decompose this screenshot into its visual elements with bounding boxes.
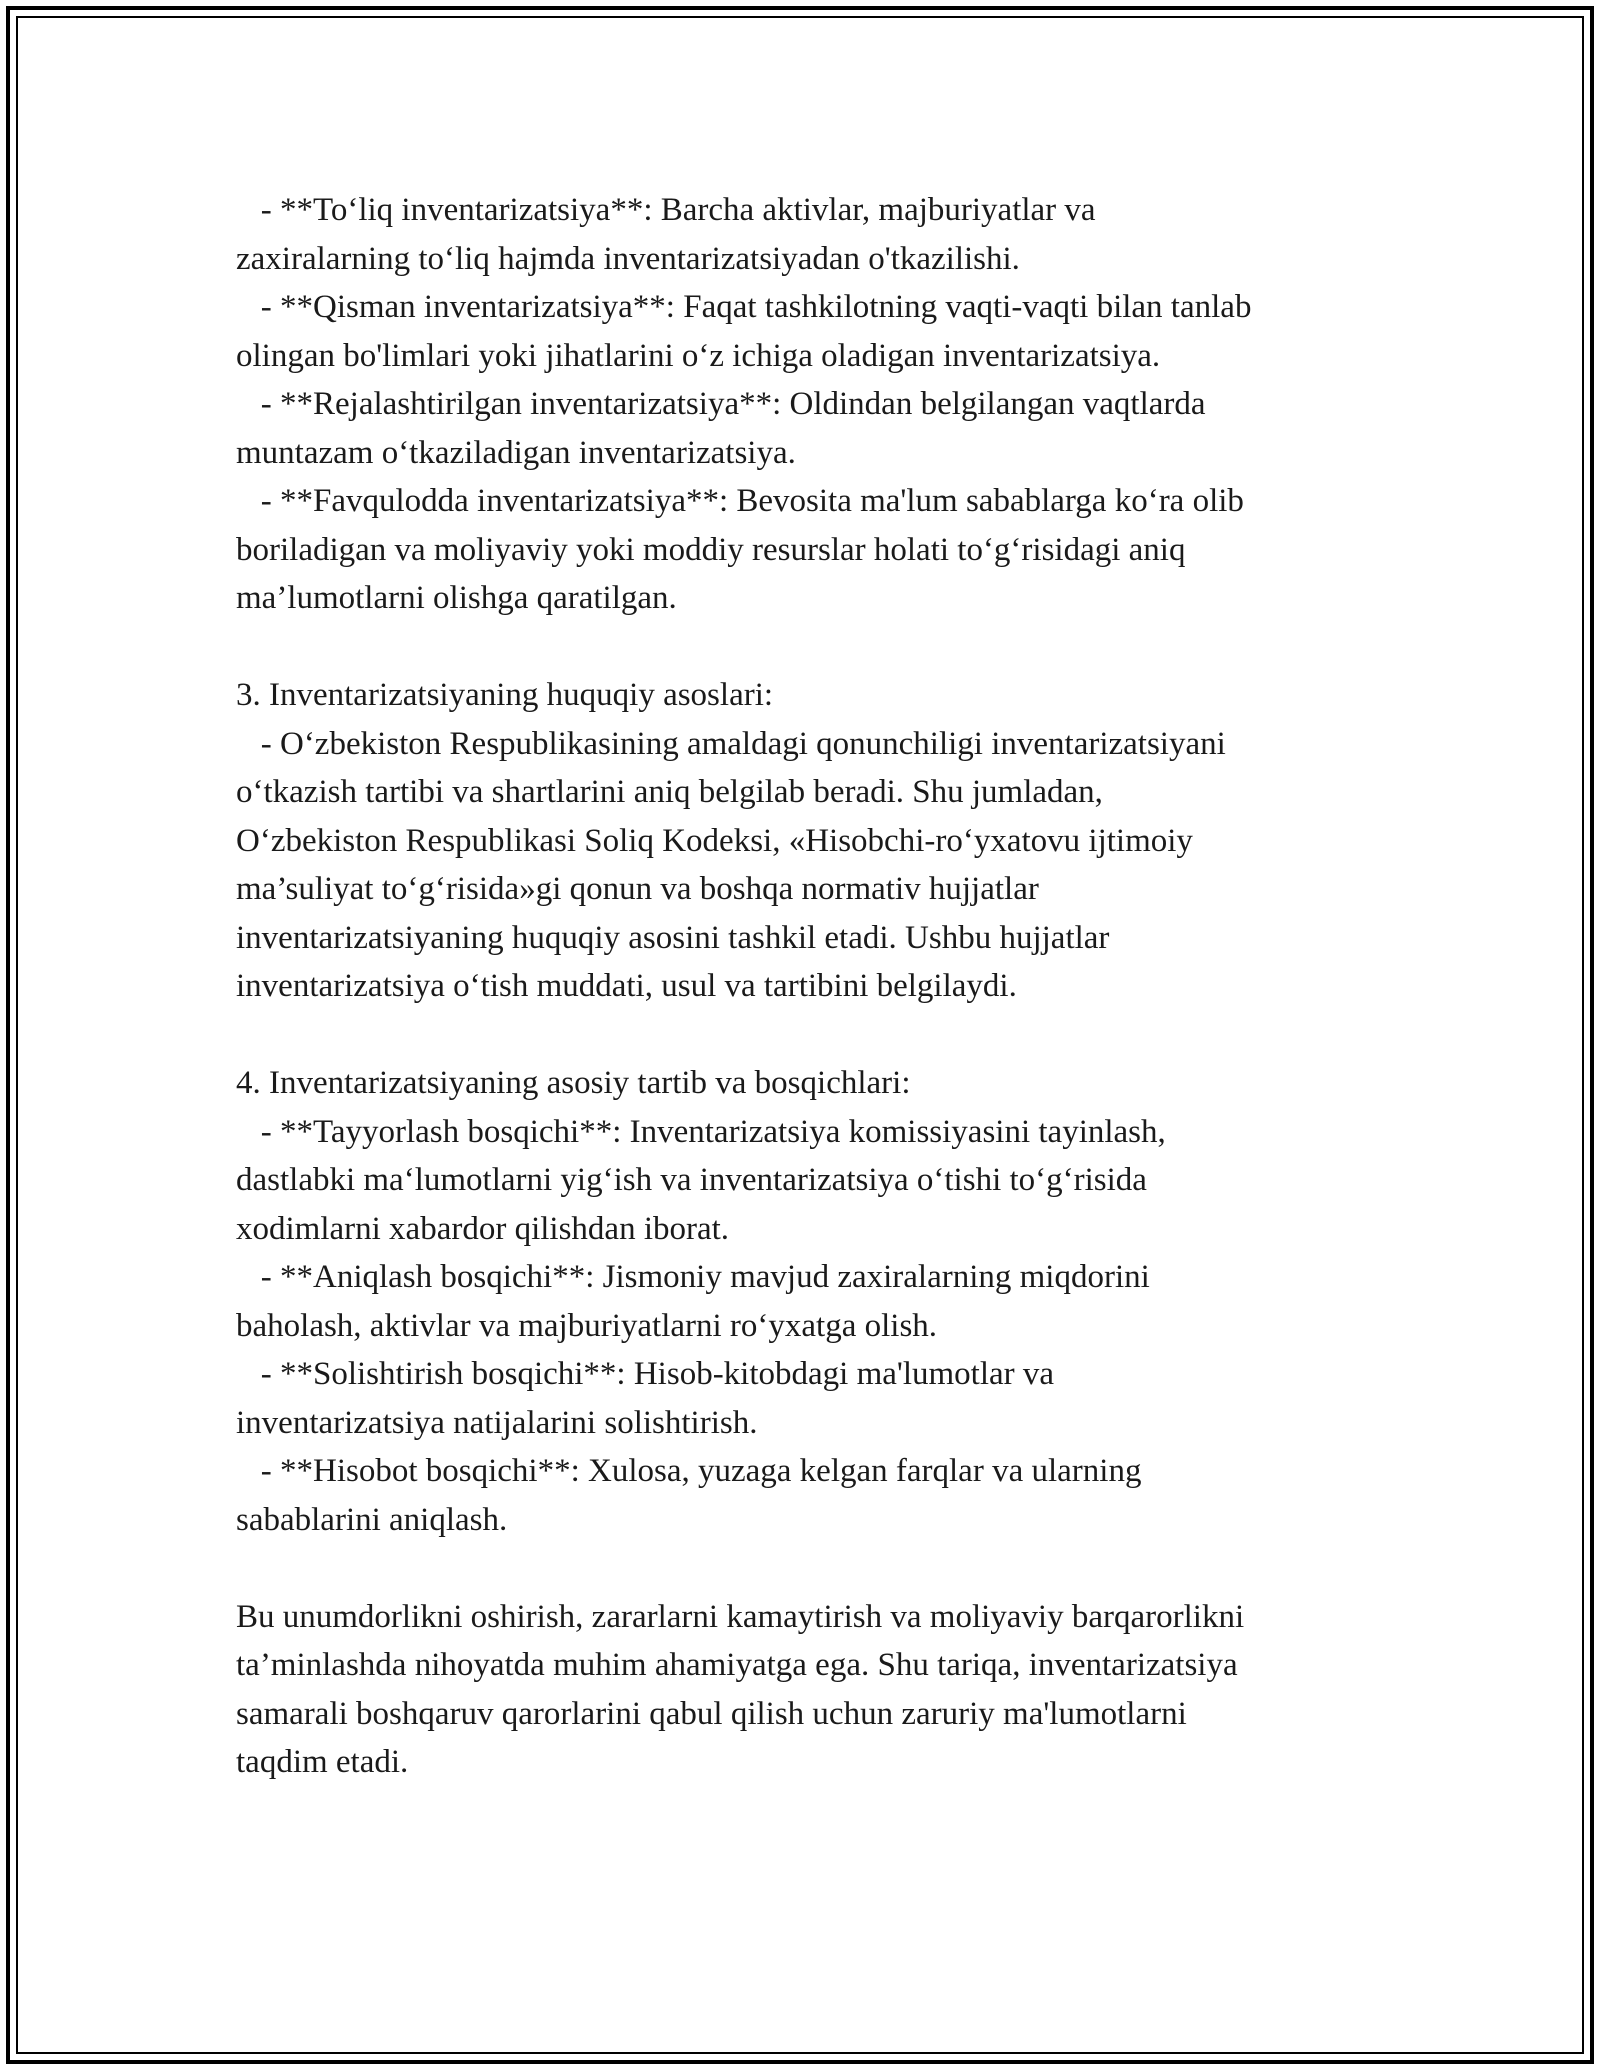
text-line: sabablarini aniqlash. xyxy=(236,1501,508,1538)
text-line: ta’minlashda nihoyatda muhim ahamiyatga ega. Shu tariqa, inventarizatsiya xyxy=(236,1647,1238,1683)
paragraph-gap xyxy=(236,1011,1376,1060)
text-line: ma’suliyat to‘g‘risida»gi qonun va boshqa normativ hujjatlar xyxy=(236,871,1039,907)
text-line: inventarizatsiya o‘tish muddati, usul va tartibini belgilaydi. xyxy=(236,968,1017,1004)
text-line: taqdim etadi. xyxy=(236,1744,409,1780)
document-body xyxy=(236,186,1376,1787)
text-line: O‘zbekiston Respublikasi Soliq Kodeksi, «Hisobchi-ro‘yxatovu ijtimoiy xyxy=(236,822,1193,859)
paragraph-gap xyxy=(236,623,1376,672)
text-line: olingan bo'limlari yoki jihatlarini o‘z ichiga oladigan inventarizatsiya. xyxy=(236,337,1161,374)
text-line: - **Favqulodda inventarizatsiya**: Bevosita ma'lum sabablarga ko‘ra olib xyxy=(236,483,1244,519)
text-line: - **Solishtirish bosqichi**: Hisob-kitobdagi ma'lumotlar va xyxy=(236,1356,1055,1392)
text-line: inventarizatsiyaning huquqiy asosini tashkil etadi. Ushbu hujjatlar xyxy=(236,919,1110,956)
text-line: o‘tkazish tartibi va shartlarini aniq belgilab beradi. Shu jumladan, xyxy=(236,774,1103,810)
text-line: - O‘zbekiston Respublikasining amaldagi qonunchiligi inventarizatsiyani xyxy=(236,725,1226,762)
section-heading: 3. Inventarizatsiyaning huquqiy asoslari: xyxy=(236,677,774,713)
text-line: ma’lumotlarni olishga qaratilgan. xyxy=(236,580,677,616)
text-line: - **Qisman inventarizatsiya**: Faqat tashkilotning vaqti-vaqti bilan tanlab xyxy=(236,289,1252,325)
text-line: boriladigan va moliyaviy yoki moddiy resurslar holati to‘g‘risidagi aniq xyxy=(236,531,1186,568)
paragraph-gap xyxy=(236,1544,1376,1593)
text-line: - **Tayyorlash bosqichi**: Inventarizatsiya komissiyasini tayinlash, xyxy=(236,1113,1166,1150)
text-line: muntazam o‘tkaziladigan inventarizatsiya. xyxy=(236,434,796,471)
text-line: samarali boshqaruv qarorlarini qabul qilish uchun zaruriy ma'lumotlarni xyxy=(236,1695,1187,1732)
text-line: Bu unumdorlikni oshirish, zararlarni kamaytirish va moliyaviy barqarorlikni xyxy=(236,1598,1245,1635)
text-line: zaxiralarning to‘liq hajmda inventarizatsiyadan o'tkazilishi. xyxy=(236,240,1020,277)
text-line: - **Rejalashtirilgan inventarizatsiya**: Oldindan belgilangan vaqtlarda xyxy=(236,386,1206,422)
text-line: xodimlarni xabardor qilishdan iborat. xyxy=(236,1210,730,1247)
text-line: - **To‘liq inventarizatsiya**: Barcha aktivlar, majburiyatlar va xyxy=(236,192,1096,228)
text-line: baholash, aktivlar va majburiyatlarni ro‘yxatga olish. xyxy=(236,1307,938,1344)
text-line: - **Hisobot bosqichi**: Xulosa, yuzaga kelgan farqlar va ularning xyxy=(236,1453,1142,1489)
text-line: - **Aniqlash bosqichi**: Jismoniy mavjud zaxiralarning miqdorini xyxy=(236,1259,1150,1295)
text-line: dastlabki ma‘lumotlarni yig‘ish va inventarizatsiya o‘tishi to‘g‘risida xyxy=(236,1162,1147,1198)
section-heading: 4. Inventarizatsiyaning asosiy tartib va bosqichlari: xyxy=(236,1065,911,1101)
text-line: inventarizatsiya natijalarini solishtirish. xyxy=(236,1404,758,1441)
